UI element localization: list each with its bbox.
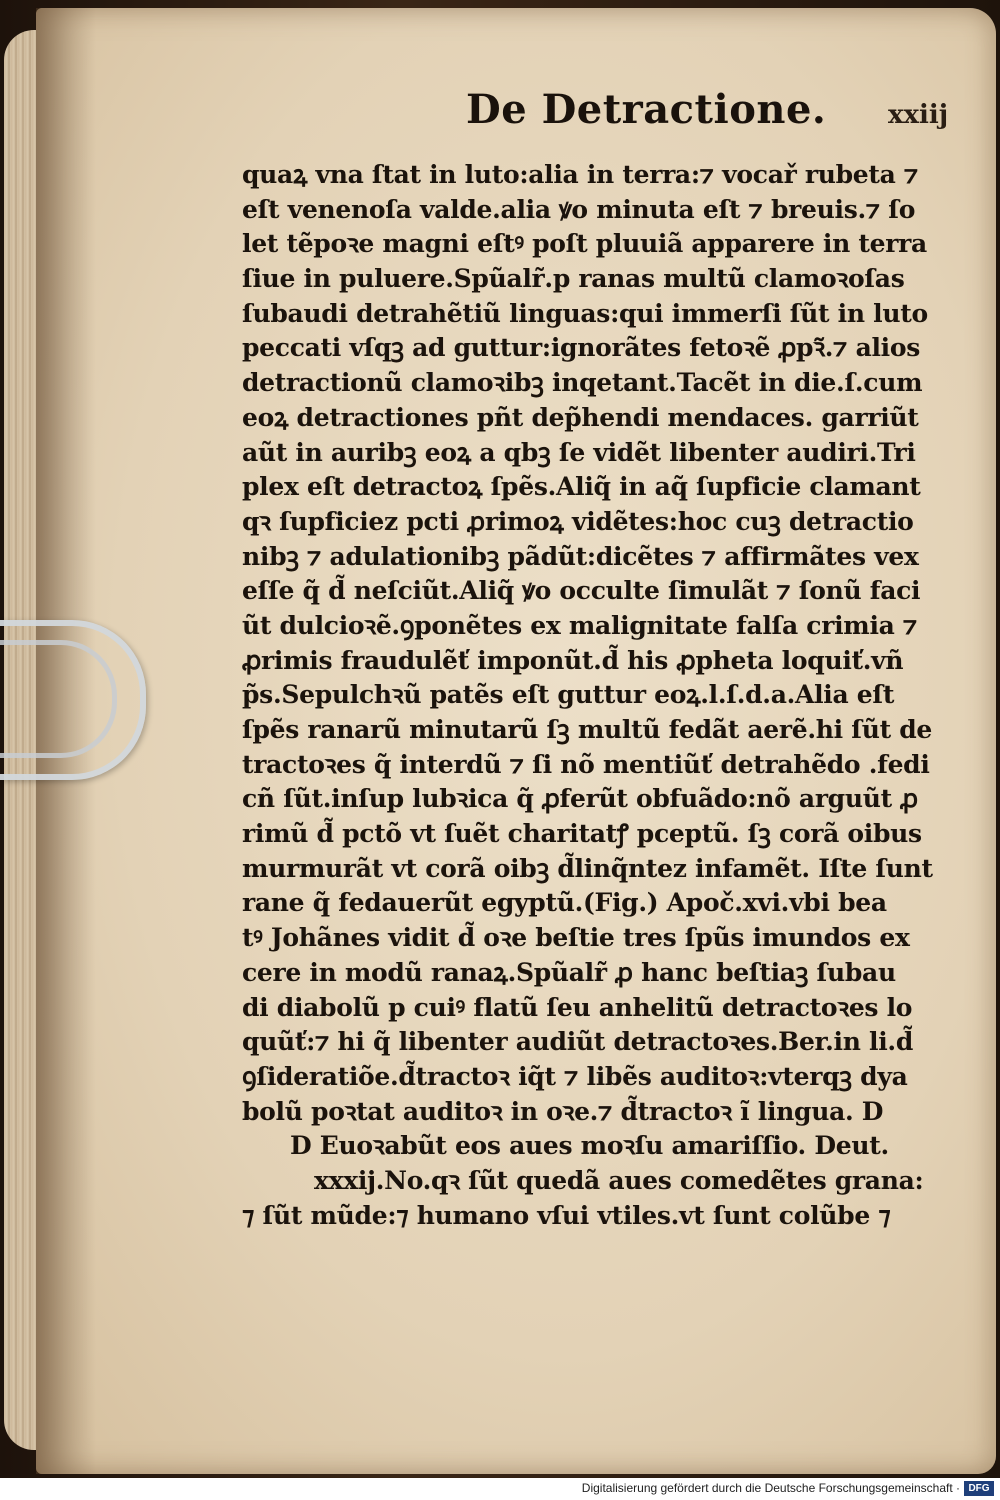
- text-line: xxxij.No.qꝛ ſũt quedã aues comedẽtes grana:: [314, 1165, 924, 1195]
- text-line: ſubaudi detrahẽtiũ linguas:qui immerſi ſũt in luto: [242, 298, 928, 328]
- footer-bar: [0, 1478, 1000, 1500]
- text-block: [242, 158, 942, 1233]
- text-line: quaꝝ vna ſtat in luto:alia in terra:⁊ vocař rubeta ⁊: [242, 160, 918, 189]
- text-line: tractoꝛes q̃ interdũ ⁊ ſi nõ mentiũť detrahẽdo .fedi: [242, 749, 930, 779]
- text-line: aũt in auribꝫ eoꝝ a qbꝫ ſe vidẽt libenter audiri.Tri: [242, 437, 916, 467]
- text-line: qꝛ ſupficiez pcti ꝓrimoꝝ vidẽtes:hoc cuꝫ detractio: [242, 506, 914, 536]
- text-line: ꝓrimis fraudulẽť imponũt.d̃ his ꝓpheta loquiť.vñ: [242, 645, 904, 675]
- text-line: detractionũ clamoꝛibꝫ inqetant.Tacẽt in die.ſ.cum: [242, 368, 923, 398]
- text-line: eſſe q̃ d̃ neſciũt.Aliq̃ ꝟo occulte ſimulãt ⁊ ſonũ faci: [242, 576, 921, 606]
- text-line: D Euoꝛabũt eos aues moꝛſu amariſſio. Deut.: [290, 1131, 889, 1161]
- text-line: quũť:⁊ hi q̃ libenter audiũt detractoꝛes.Ber.in li.d̃: [242, 1027, 913, 1057]
- text-line: ſiue in puluere.Spũalr̃.p ranas multũ clamoꝛoſas: [242, 264, 905, 294]
- running-heading: De Detractione.: [466, 86, 827, 133]
- text-line: cere in modũ ranaꝝ.Spũalr̃ ꝓ hanc beſtiaꝫ ſubau: [242, 957, 896, 987]
- text-line: di diabolũ p cuiꝰ flatũ ſeu anhelitũ detractoꝛes lo: [242, 992, 913, 1022]
- text-line: ſpẽs ranarũ minutarũ ſꝫ multũ fedãt aerẽ.hi ſũt de: [242, 715, 933, 744]
- funding-credit: Digitalisierung gefördert durch die Deutsche Forschungsgemeinschaft ·: [581, 1481, 960, 1495]
- text-line: nibꝫ ⁊ adulationibꝫ pãdũt:dicẽtes ⁊ affirmãtes vex: [242, 541, 919, 571]
- text-line: p̃s.Sepulchꝛũ patẽs eſt guttur eoꝝ.l.ſ.d.a.Alia eſt: [242, 680, 895, 710]
- text-line: peccati vſqꝫ ad guttur:ignorãtes fetoꝛẽ ꝓpꝛ̃.⁊ alios: [242, 333, 921, 363]
- text-line: rimũ d̃ pctõ vt ſuẽt charitatꝭ pceptũ. ſꝫ corã oibus: [242, 819, 922, 849]
- text-line: ũt dulcioꝛẽ.ꝯponẽtes ex malignitate falſa crimia ⁊: [242, 610, 917, 640]
- text-line: ⁊ ſũt mũde:⁊ humano vſui vtiles.vt ſunt colũbe ⁊: [242, 1200, 891, 1230]
- text-line: ꝯſideratiõe.d̃tractoꝛ iq̃t ⁊ libẽs auditoꝛ:vterqꝫ dya: [242, 1061, 908, 1091]
- dfg-logo: DFG: [964, 1481, 994, 1496]
- text-line: eoꝝ detractiones pñt dep̃hendi mendaces. garriũt: [242, 402, 919, 432]
- text-line: eſt venenoſa valde.alia ꝟo minuta eſt ⁊ breuis.⁊ ſo: [242, 194, 916, 224]
- text-line: let tẽpoꝛe magni eſtꝰ poſt pluuiã apparere in terra: [242, 229, 927, 259]
- text-line: tꝰ Johãnes vidit d̃ oꝛe beſtie tres ſpũs imundos ex: [242, 923, 910, 953]
- folio-number: xxiij: [888, 100, 949, 130]
- text-line: plex eſt detractoꝝ ſpẽs.Aliq̃ in aq̃ ſupficie clamant: [242, 472, 921, 502]
- text-line: cñ ſũt.inſup lubꝛica q̃ ꝓferũt obfuãdo:nõ arguũt ꝓ: [242, 784, 918, 814]
- paper-clip-inner-icon: [0, 640, 117, 758]
- text-line: murmurãt vt corã oibꝫ d̃linq̃ntez infamẽt. Iſte ſunt: [242, 853, 933, 883]
- text-line: rane q̃ fedauerũt egyptũ.(Fig.) Apoč.xvi.vbi bea: [242, 888, 887, 918]
- text-line: bolũ poꝛtat auditoꝛ in oꝛe.⁊ d̃tractoꝛ ĩ lingua. D: [242, 1096, 884, 1126]
